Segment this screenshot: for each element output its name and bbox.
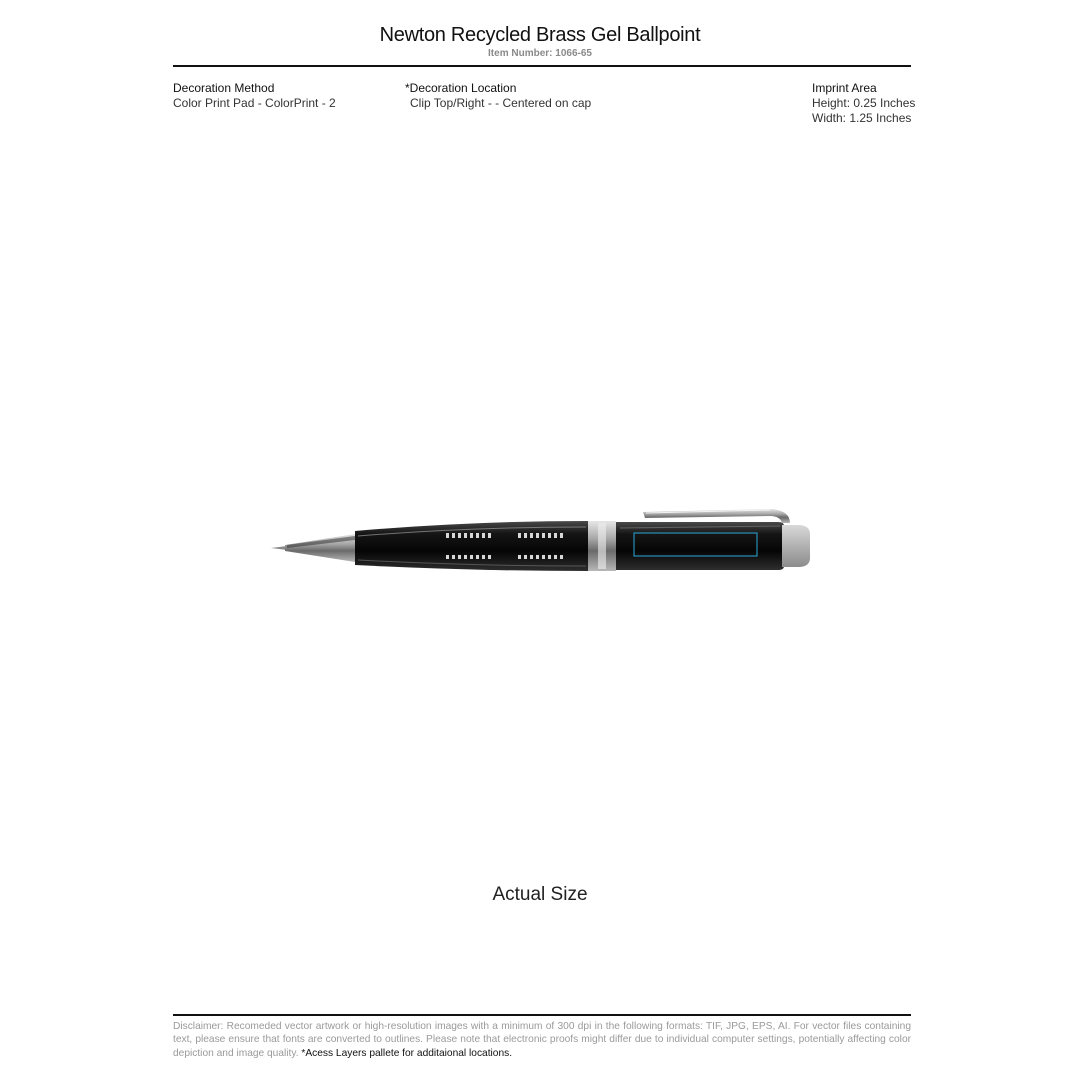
header-divider	[173, 65, 911, 67]
decoration-location-value: Clip Top/Right - - Centered on cap	[410, 96, 592, 110]
product-title: Newton Recycled Brass Gel Ballpoint	[379, 24, 701, 46]
layers-note: *Acess Layers pallete for additaional locations.	[301, 1047, 513, 1059]
decoration-method-label: Decoration Method	[173, 81, 275, 95]
pen-image	[268, 500, 816, 580]
imprint-area-label: Imprint Area	[812, 81, 877, 95]
imprint-width: Width: 1.25 Inches	[812, 111, 912, 125]
decoration-location-label: *Decoration Location	[405, 81, 517, 95]
disclaimer-body: Disclaimer: Recomeded vector artwork or high-resolution images with a minimum of 300 dpi in the following formats: TIF, JPG, EPS, AI. For vector files containing text, please ensure that fonts are converted to outlines. Please note that electronic proofs might differ due to individual computer settings, potentially affecting color depiction and image quality.	[173, 1021, 911, 1059]
imprint-height: Height: 0.25 Inches	[812, 96, 916, 110]
decoration-method-value: Color Print Pad - ColorPrint - 2	[173, 96, 336, 110]
imprint-area-block	[812, 81, 915, 126]
disclaimer-text	[173, 1020, 911, 1060]
footer-divider	[173, 1014, 911, 1016]
item-number: Item Number: 1066-65	[488, 48, 592, 59]
decoration-method-block	[173, 81, 336, 111]
actual-size-caption: Actual Size	[492, 884, 588, 905]
decoration-location-block	[405, 81, 591, 111]
